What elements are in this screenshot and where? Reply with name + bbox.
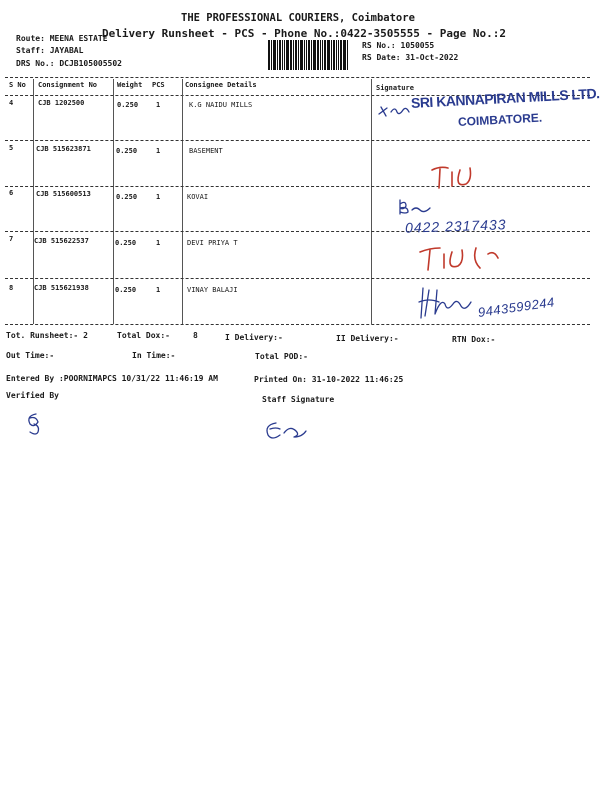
verified-by: Verified By — [6, 391, 59, 400]
company-stamp-line2: COIMBATORE. — [457, 110, 543, 129]
row-weight: 0.250 — [115, 286, 137, 294]
col-signature: Signature — [376, 84, 414, 92]
row-consignee: VINAY BALAJI — [187, 286, 238, 294]
drs-number: DRS No.: DCJB105005502 — [16, 59, 122, 68]
printed-on: Printed On: 31-10-2022 11:46:25 — [254, 375, 404, 384]
row-consignment: CJB 515623871 — [36, 145, 91, 153]
i-delivery: I Delivery:- — [225, 333, 283, 342]
verifier-signature-icon — [22, 408, 48, 436]
row-consignee: K.G NAIDU MILLS — [189, 101, 253, 109]
rs-date: RS Date: 31-Oct-2022 — [362, 53, 459, 62]
col-consignment: Consignment No — [38, 81, 98, 89]
company-stamp-line1: SRI KANNAPIRAN MILLS LTD. — [410, 85, 600, 111]
barcode — [268, 40, 356, 70]
out-time: Out Time:- — [6, 351, 55, 360]
row-consignee: DEVI PRIYA T — [187, 239, 238, 247]
staff-signature-icon — [262, 415, 312, 445]
entered-by: Entered By :POORNIMAPCS 10/31/22 11:46:19 AM — [6, 374, 218, 383]
row-consignment: CJB 515621938 — [34, 284, 89, 292]
row-sno: 6 — [9, 189, 14, 197]
row8-phone: 9443599244 — [476, 294, 556, 320]
row-weight: 0.250 — [115, 239, 137, 247]
rs-number: RS No.: 1050055 — [362, 41, 435, 50]
total-dox-label: Total Dox:- — [117, 331, 170, 340]
row-sno: 7 — [9, 235, 14, 243]
row7-signature-icon — [416, 240, 506, 276]
row-consignment: CJB 515622537 — [34, 237, 89, 245]
rtn-dox: RTN Dox:- — [452, 335, 496, 344]
row-consignment: CJB 515600513 — [36, 190, 91, 198]
route: Route: MEENA ESTATE — [16, 34, 108, 43]
row6-phone: 0422 2317433 — [404, 216, 507, 236]
row-weight: 0.250 — [116, 147, 138, 155]
row-consignment: CJB 1202500 — [38, 99, 85, 107]
row-pcs: 1 — [156, 193, 161, 201]
staff: Staff: JAYABAL — [16, 46, 84, 55]
row-weight: 0.250 — [117, 101, 139, 109]
row-weight: 0.250 — [116, 193, 138, 201]
col-sno: S No — [9, 81, 26, 89]
company-name: THE PROFESSIONAL COURIERS, Coimbatore — [181, 12, 415, 24]
row5-signature-icon — [430, 160, 480, 192]
row-sno: 4 — [9, 99, 14, 107]
col-pcs: PCS — [152, 81, 165, 89]
total-runsheet: Tot. Runsheet:- 2 — [6, 331, 88, 340]
row-sno: 8 — [9, 284, 14, 292]
row-consignee: KOVAI — [187, 193, 209, 201]
row-consignee: BASEMENT — [189, 147, 223, 155]
stamp-initials-icon — [375, 100, 415, 125]
runsheet-title: Delivery Runsheet - PCS - Phone No.:0422-3505555 - Page No.:2 — [102, 27, 506, 40]
row-pcs: 1 — [156, 147, 161, 155]
row6-signature-icon — [396, 196, 436, 218]
col-consignee: Consignee Details — [185, 81, 257, 89]
in-time: In Time:- — [132, 351, 176, 360]
total-pod: Total POD:- — [255, 352, 308, 361]
ii-delivery: II Delivery:- — [336, 334, 399, 343]
total-dox-value: 8 — [193, 331, 198, 340]
row-pcs: 1 — [156, 286, 161, 294]
staff-signature-label: Staff Signature — [262, 395, 335, 404]
row-pcs: 1 — [156, 101, 161, 109]
row-sno: 5 — [9, 144, 14, 152]
row8-signature-icon — [415, 282, 485, 324]
col-weight: Weight — [117, 81, 143, 89]
row-pcs: 1 — [156, 239, 161, 247]
